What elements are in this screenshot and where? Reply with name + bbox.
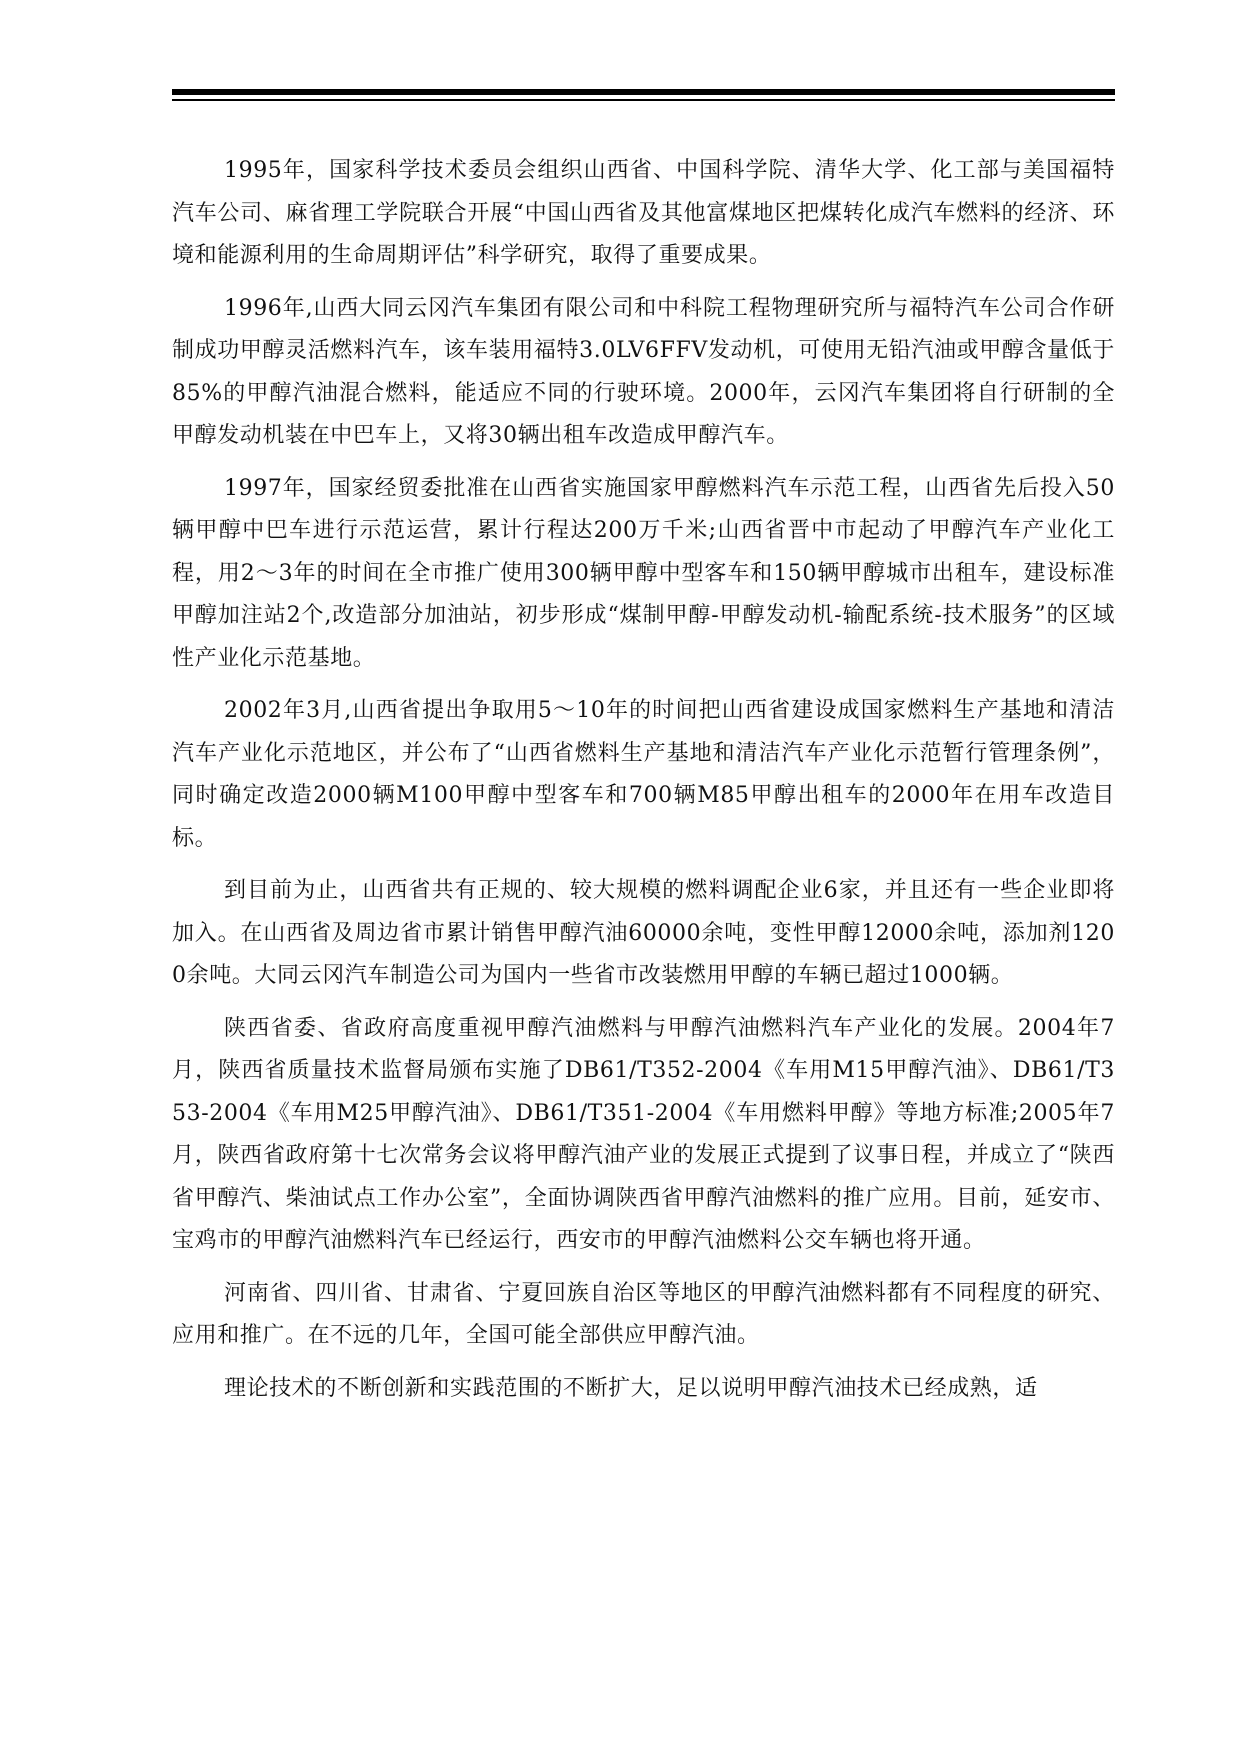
header-rule-thin <box>172 99 1115 101</box>
paragraph-shaanxi: 陕西省委、省政府高度重视甲醇汽油燃料与甲醇汽油燃料汽车产业化的发展。2004年7月，陕西省质量技术监督局颁布实施了DB61/T352-2004《车用M15甲醇汽油》、DB61/T353-2004《车用M25甲醇汽油》、DB61/T351-2004《车用燃料甲醇》等地方标准;2005年7月，陕西省政府第十七次常务会议将甲醇汽油产业的发展正式提到了议事日程，并成立了“陕西省甲醇汽、柴油试点工作办公室”，全面协调陕西省甲醇汽油燃料的推广应用。目前，延安市、宝鸡市的甲醇汽油燃料汽车已经运行，西安市的甲醇汽油燃料公交车辆也将开通。 <box>172 1015 1115 1253</box>
paragraph-1995: 1995年，国家科学技术委员会组织山西省、中国科学院、清华大学、化工部与美国福特汽车公司、麻省理工学院联合开展“中国山西省及其他富煤地区把煤转化成汽车燃料的经济、环境和能源利用的生命周期评估”科学研究，取得了重要成果。 <box>172 158 1115 268</box>
header-rule-thick <box>172 89 1115 95</box>
paragraph-1997: 1997年，国家经贸委批准在山西省实施国家甲醇燃料汽车示范工程，山西省先后投入50辆甲醇中巴车进行示范运营，累计行程达200万千米;山西省晋中市起动了甲醇汽车产业化工程，用2～3年的时间在全市推广使用300辆甲醇中型客车和150辆甲醇城市出租车，建设标准甲醇加注站2个,改造部分加油站，初步形成“煤制甲醇-甲醇发动机-输配系统-技术服务”的区域性产业化示范基地。 <box>172 475 1115 671</box>
paragraph-1996: 1996年,山西大同云冈汽车集团有限公司和中科院工程物理研究所与福特汽车公司合作研制成功甲醇灵活燃料汽车，该车装用福特3.0LV6FFV发动机，可使用无铅汽油或甲醇含量低于85%的甲醇汽油混合燃料，能适应不同的行驶环境。2000年，云冈汽车集团将自行研制的全甲醇发动机装在中巴车上，又将30辆出租车改造成甲醇汽车。 <box>172 295 1115 448</box>
paragraph-conclusion: 理论技术的不断创新和实践范围的不断扩大，足以说明甲醇汽油技术已经成熟，适 <box>224 1375 1038 1401</box>
paragraph-2002: 2002年3月,山西省提出争取用5～10年的时间把山西省建设成国家燃料生产基地和清洁汽车产业化示范地区，并公布了“山西省燃料生产基地和清洁汽车产业化示范暂行管理条例”，同时确定改造2000辆M100甲醇中型客车和700辆M85甲醇出租车的2000年在用车改造目标。 <box>172 698 1115 851</box>
paragraph-other-provinces: 河南省、四川省、甘肃省、宁夏回族自治区等地区的甲醇汽油燃料都有不同程度的研究、应用和推广。在不远的几年，全国可能全部供应甲醇汽油。 <box>172 1280 1115 1348</box>
document-body <box>172 150 1115 1420</box>
paragraph-shanxi-enterprises: 到目前为止，山西省共有正规的、较大规模的燃料调配企业6家，并且还有一些企业即将加入。在山西省及周边省市累计销售甲醇汽油60000余吨，变性甲醇12000余吨，添加剂1200余吨。大同云冈汽车制造公司为国内一些省市改装燃用甲醇的车辆已超过1000辆。 <box>172 878 1115 988</box>
